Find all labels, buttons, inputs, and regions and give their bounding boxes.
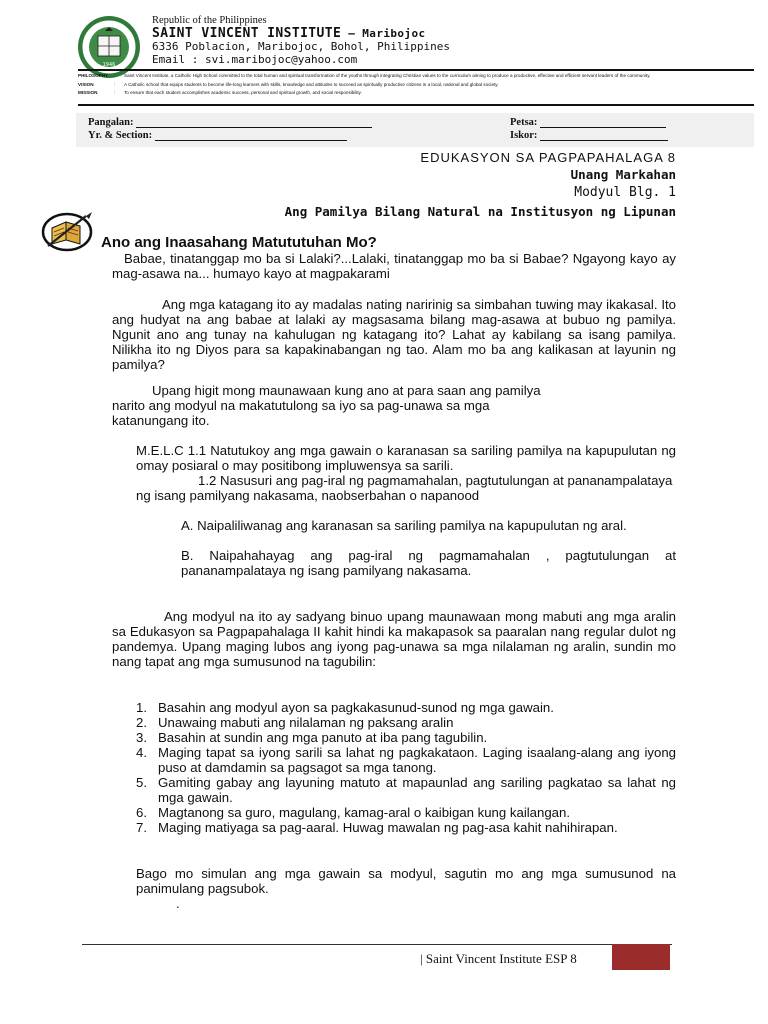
school-email: Email : svi.maribojoc@yahoo.com	[152, 53, 358, 66]
instruction-item	[136, 745, 676, 775]
instruction-text: Gamiting gabay ang layuning matuto at mapaunlad ang sariling pagkatao sa lahat ng mga gawain.	[158, 775, 676, 805]
quarter-label: Unang Markahan	[570, 167, 676, 182]
name-field[interactable]: Pangalan:	[88, 117, 372, 128]
module-title: Ang Pamilya Bilang Natural na Institusyon ng Lipunan	[284, 204, 676, 219]
logo-year: 1946	[102, 62, 116, 68]
school-address: 6336 Poblacion, Maribojoc, Bohol, Philippines	[152, 40, 451, 53]
body-paragraph-3: Upang higit mong maunawaan kung ano at para saan ang pamilya narito ang modyul na makatutulong sa iyo sa pag-unawa sa mga katanungang ito.	[112, 383, 541, 428]
student-info-box	[76, 113, 754, 147]
instruction-text: Maging matiyaga sa pag-aaral. Huwag mawalan ng pag-asa kahit nahihirapan.	[158, 820, 618, 835]
instruction-text: Unawaing mabuti ang nilalaman ng paksang aralin	[158, 715, 454, 730]
section-field[interactable]: Yr. & Section:	[88, 130, 347, 141]
instruction-text: Basahin at sundin ang mga panuto at iba pang tagubilin.	[158, 730, 488, 745]
footer-rule	[82, 944, 672, 945]
instruction-number: 2.	[136, 715, 147, 730]
philosophy-row: PHILOSOPHY : Saint Vincent Institute, a Catholic High School committed to the total human and spiritual transformation of the youths through integrating Christian values to the curriculum aiming to produce a productive, effective and efficient servant leaders of the community.	[78, 72, 754, 81]
mission-text: To ensure that each student accomplishes academic success, personal and spiritual growth, and social responsibility.	[124, 90, 362, 95]
instruction-list	[136, 700, 676, 835]
instruction-item	[136, 730, 676, 745]
intro-paragraph: Babae, tinatanggap mo ba si Lalaki?...Lalaki, tinatanggap mo ba si Babae? Ngayong kayo ay mag-asawa na... humayo kayo at magpakarami	[112, 251, 676, 281]
philosophy-label: PHILOSOPHY	[78, 73, 109, 78]
mission-label: MISSION	[78, 90, 98, 95]
instruction-number: 4.	[136, 745, 147, 760]
vision-row: VISION : A Catholic school that equips students to become life-long learners with skills, knowledge and attitudes to succeed as spiritually productive citizens in a local, national and global society.	[78, 81, 754, 90]
instruction-text: Magtanong sa guro, magulang, kamag-aral o kaibigan kung kailangan.	[158, 805, 571, 820]
school-header	[152, 14, 450, 66]
body-paragraph-4: Ang modyul na ito ay sadyang binuo upang maunawaan mong mabuti ang mga aralin sa Edukasyon sa Pagpapahalaga II kahit hindi ka makapasok sa paaralan nang regular dulot ng pandemya. Upang maging lubos ang iyong pag-unawa sa mga nilalaman ng aralin, sundin mo nang tapat ang mga sumusunod na tagubilin:	[112, 609, 676, 669]
country-line: Republic of the Philippines	[152, 15, 267, 26]
body-paragraph-2: Ang mga katagang ito ay madalas nating naririnig sa simbahan tuwing may ikakasal. Ito ang hudyat na ang babae at lalaki ay magsasama bilang mag-asawa at bubuo ng pamilya. Ngunit ano ang tunay na kahulugan ng katagang ito? Lahat ay kabilang sa isang pamilya. Nilikha ito ng Diyos para sa kapakinabangan ng tao. Alam mo ba ang kalikasan at layunin ng pamilya?	[112, 297, 676, 372]
score-field[interactable]: Iskor:	[510, 130, 668, 141]
instruction-item	[136, 700, 676, 715]
objective-a: A. Naipaliliwanag ang karanasan sa sariling pamilya na kapupulutan ng aral.	[181, 518, 627, 533]
closing-paragraph: Bago mo simulan ang mga gawain sa modyul, sagutin mo ang mga sumusunod na panimulang pagsubok.	[136, 866, 676, 896]
instruction-item	[136, 805, 676, 820]
instruction-number: 6.	[136, 805, 147, 820]
trailing-dot: .	[176, 896, 180, 911]
melc-1: M.E.L.C 1.1 Natutukoy ang mga gawain o karanasan sa sariling pamilya na kapupulutan ng omay posiaral o may positibong impluwensya sa sarili.	[136, 443, 676, 473]
book-pencil-icon	[40, 208, 96, 252]
instruction-text: Basahin ang modyul ayon sa pagkakasunud-sunod ng mga gawain.	[158, 700, 554, 715]
instruction-number: 1.	[136, 700, 147, 715]
instruction-text: Maging tapat sa iyong sarili sa lahat ng pagkakataon. Laging isaalang-alang ang iyong puso at damdamin sa pagsagot sa mga tanong.	[158, 745, 676, 775]
header-rule-bottom	[78, 104, 754, 106]
section-heading: Ano ang Inaasahang Matututuhan Mo?	[101, 234, 377, 251]
instruction-item	[136, 715, 676, 730]
instruction-item	[136, 775, 676, 805]
footer-accent-box	[612, 944, 670, 970]
instruction-item	[136, 820, 676, 835]
vision-label: VISION	[78, 81, 94, 87]
melc-2: 1.2 Nasusuri ang pag-iral ng pagmamahalan, pagtutulungan at pananampalataya ng isang pamilyang nakasama, naobserbahan o napanood	[136, 473, 673, 503]
school-statements	[78, 72, 754, 98]
philosophy-text: Saint Vincent Institute, a Catholic High School committed to the total human and spiritual transformation of the youths through integrating Christian values to the curriculum aiming to produce a productive, effective and efficient servant leaders of the community.	[124, 73, 651, 78]
date-field[interactable]: Petsa:	[510, 117, 666, 128]
subject-title: EDUKASYON SA PAGPAPAHALAGA 8	[420, 150, 676, 165]
footer-text: | Saint Vincent Institute ESP 8	[420, 951, 577, 966]
school-name: SAINT VINCENT INSTITUTE – Maribojoc	[152, 26, 426, 41]
header-rule-top	[78, 69, 754, 71]
vision-text: A Catholic school that equips students to become life-long learners with skills, knowledge and attitudes to succeed as spiritually productive citizens in a local, national and global society.	[124, 81, 499, 87]
mission-row: MISSION : To ensure that each student accomplishes academic success, personal and spiritual growth, and social responsibility.	[78, 89, 754, 98]
objective-b: B. Naipahahayag ang pag-iral ng pagmamahalan , pagtutulungan at pananampalataya ng isang pamilyang nakasama.	[181, 548, 676, 578]
instruction-number: 5.	[136, 775, 147, 790]
instruction-number: 3.	[136, 730, 147, 745]
module-number: Modyul Blg. 1	[574, 185, 676, 200]
instruction-number: 7.	[136, 820, 147, 835]
